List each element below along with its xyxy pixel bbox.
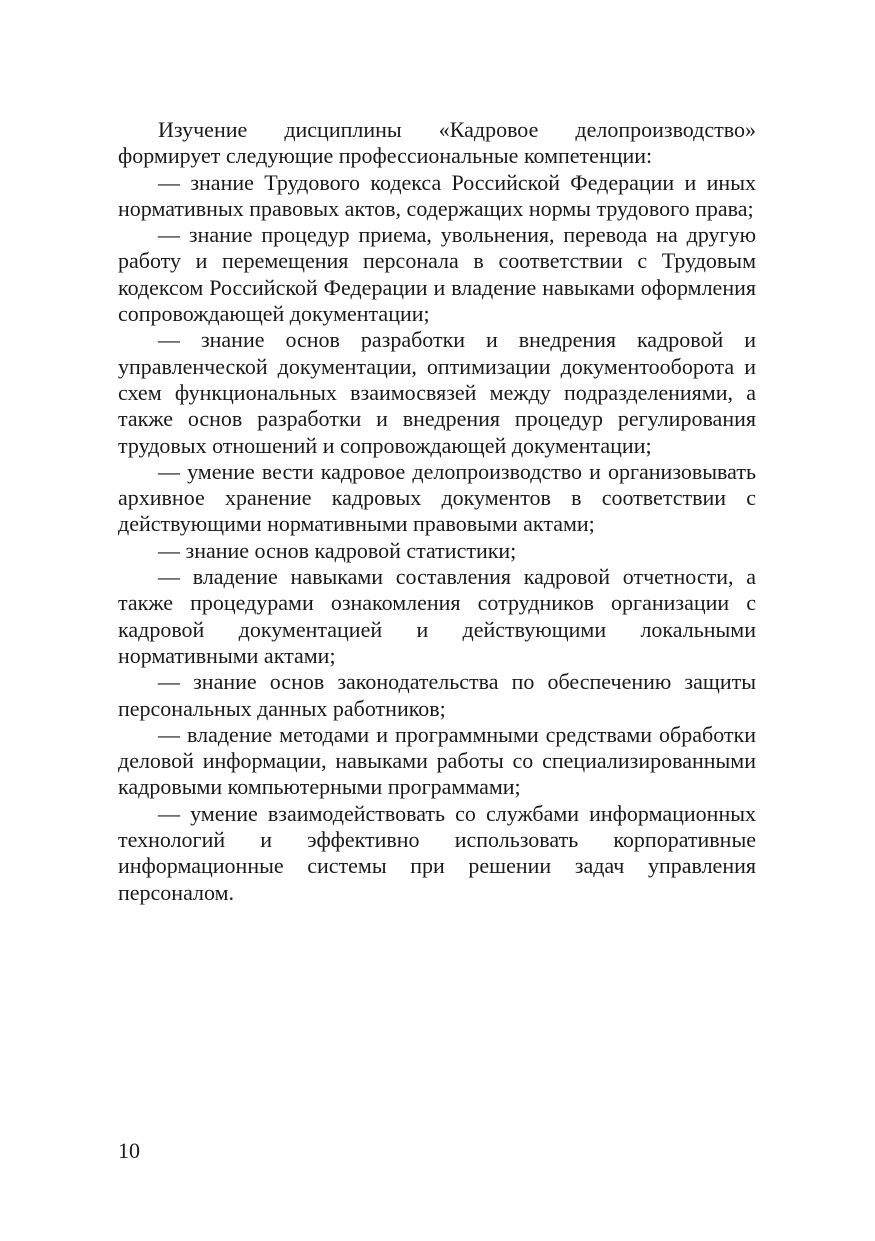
competency-item-1: — знание Трудового кодекса Российской Федерации и иных нормативных правовых актов, содержащих нормы трудового права; — [118, 169, 756, 221]
competency-item-3: — знание основ разработки и внедрения кадровой и управленческой документации, оптимизации документооборота и схем функциональных взаимосвязей между подразделениями, а также основ разработки и внедрения процедур регулирования трудовых отношений и сопровождающей документации; — [118, 327, 756, 458]
intro-paragraph: Изучение дисциплины «Кадровое делопроизводство» формирует следующие профессиональные компетенции: — [118, 117, 756, 169]
competency-item-5: — знание основ кадровой статистики; — [158, 537, 517, 563]
competency-item-2: — знание процедур приема, увольнения, перевода на другую работу и перемещения персонала в соответствии с Трудовым кодексом Российской Федерации и владение навыками оформления сопровождающей документации; — [118, 222, 756, 327]
competency-item-9: — умение взаимодействовать со службами информационных технологий и эффективно использовать корпоративные информационные системы при решении задач управления персоналом. — [118, 800, 756, 905]
competency-item-6: — владение навыками составления кадровой отчетности, а также процедурами ознакомления сотрудников организации с кадровой документацией и действующими локальными нормативными актами; — [118, 564, 756, 668]
competency-item-4: — умение вести кадровое делопроизводство и организовывать архивное хранение кадровых документов в соответствии с действующими нормативными правовыми актами; — [118, 458, 756, 537]
page-number: 10 — [118, 1138, 140, 1163]
competency-item-7: — знание основ законодательства по обеспечению защиты персональных данных работников; — [118, 669, 756, 721]
body-text — [118, 117, 756, 906]
competency-item-8: — владение методами и программными средствами обработки деловой информации, навыками работы со специализированными кадровыми компьютерными программами; — [118, 721, 756, 800]
